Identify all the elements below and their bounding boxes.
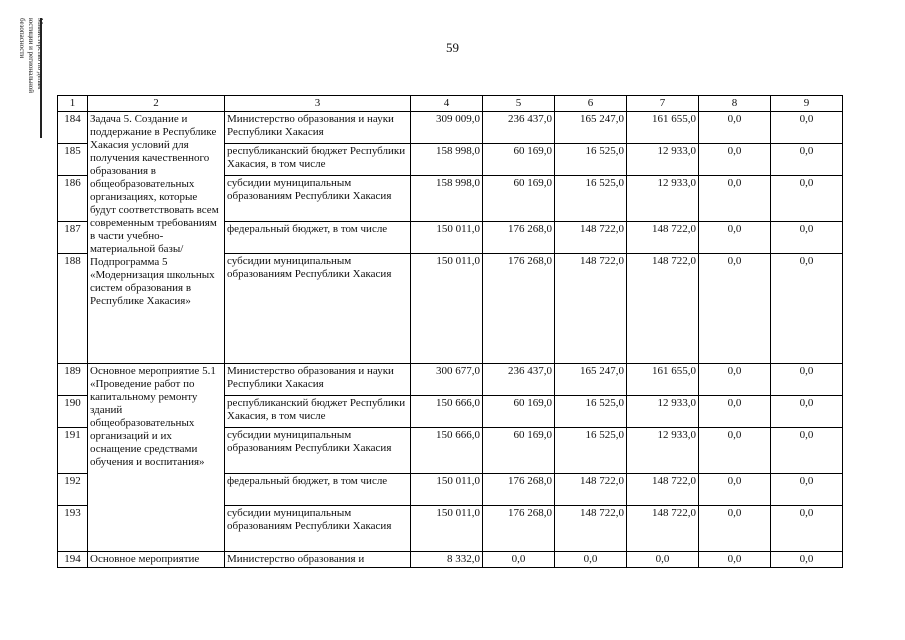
task-description: Основное мероприятие — [88, 552, 225, 568]
value-cell: 161 655,0 — [627, 112, 699, 144]
value-cell: 0,0 — [771, 176, 843, 222]
value-cell: 176 268,0 — [483, 254, 555, 364]
value-cell: 161 655,0 — [627, 364, 699, 396]
value-cell: 236 437,0 — [483, 112, 555, 144]
table-row — [58, 552, 843, 568]
funding-source: республиканский бюджет Республики Хакасия, в том числе — [225, 396, 411, 428]
value-cell: 60 169,0 — [483, 144, 555, 176]
funding-source: федеральный бюджет, в том числе — [225, 222, 411, 254]
value-cell: 12 933,0 — [627, 176, 699, 222]
header-cell: 1 — [58, 96, 88, 112]
header-cell: 4 — [411, 96, 483, 112]
registration-stamp — [6, 18, 44, 138]
value-cell: 0,0 — [699, 506, 771, 552]
row-number: 187 — [58, 222, 88, 254]
header-row — [58, 96, 843, 112]
value-cell: 165 247,0 — [555, 112, 627, 144]
header-cell: 2 — [88, 96, 225, 112]
value-cell: 0,0 — [699, 254, 771, 364]
value-cell: 0,0 — [699, 112, 771, 144]
value-cell: 0,0 — [771, 144, 843, 176]
funding-source: субсидии муниципальным образованиям Республики Хакасия — [225, 506, 411, 552]
stamp-line: юстиции и региональной — [27, 18, 35, 93]
value-cell: 0,0 — [699, 364, 771, 396]
row-number: 192 — [58, 474, 88, 506]
header-cell: 6 — [555, 96, 627, 112]
value-cell: 148 722,0 — [627, 254, 699, 364]
value-cell: 0,0 — [627, 552, 699, 568]
header-cell: 8 — [699, 96, 771, 112]
funding-source: субсидии муниципальным образованиям Республики Хакасия — [225, 254, 411, 364]
header-cell: 9 — [771, 96, 843, 112]
value-cell: 148 722,0 — [555, 254, 627, 364]
funding-source: субсидии муниципальным образованиям Республики Хакасия — [225, 176, 411, 222]
value-cell: 0,0 — [771, 506, 843, 552]
stamp-line: безопасности — [18, 18, 26, 59]
page-number: 59 — [446, 40, 459, 55]
value-cell: 148 722,0 — [627, 474, 699, 506]
value-cell: 0,0 — [699, 396, 771, 428]
value-cell: 148 722,0 — [627, 506, 699, 552]
value-cell: 148 722,0 — [627, 222, 699, 254]
value-cell: 0,0 — [771, 474, 843, 506]
value-cell: 0,0 — [771, 428, 843, 474]
value-cell: 148 722,0 — [555, 474, 627, 506]
value-cell: 148 722,0 — [555, 222, 627, 254]
value-cell: 12 933,0 — [627, 144, 699, 176]
task-description: Основное мероприятие 5.1 «Проведение работ по капитальному ремонту зданий общеобразовательных организаций и их оснащение средствами обучения и воспитания» — [88, 364, 225, 552]
value-cell: 12 933,0 — [627, 396, 699, 428]
funding-source: Министерство образования и — [225, 552, 411, 568]
funding-source: субсидии муниципальным образованиям Республики Хакасия — [225, 428, 411, 474]
value-cell: 158 998,0 — [411, 176, 483, 222]
row-number: 185 — [58, 144, 88, 176]
value-cell: 0,0 — [771, 112, 843, 144]
table-row — [58, 364, 843, 396]
value-cell: 150 011,0 — [411, 254, 483, 364]
value-cell: 176 268,0 — [483, 222, 555, 254]
funding-source: Министерство образования и науки Республики Хакасия — [225, 364, 411, 396]
value-cell: 0,0 — [699, 552, 771, 568]
value-cell: 0,0 — [555, 552, 627, 568]
value-cell: 0,0 — [771, 254, 843, 364]
value-cell: 236 437,0 — [483, 364, 555, 396]
row-number: 189 — [58, 364, 88, 396]
value-cell: 150 011,0 — [411, 474, 483, 506]
header-cell: 5 — [483, 96, 555, 112]
value-cell: 8 332,0 — [411, 552, 483, 568]
table-row — [58, 112, 843, 144]
value-cell: 60 169,0 — [483, 176, 555, 222]
value-cell: 0,0 — [699, 144, 771, 176]
value-cell: 176 268,0 — [483, 474, 555, 506]
header-cell: 7 — [627, 96, 699, 112]
value-cell: 0,0 — [771, 552, 843, 568]
value-cell: 16 525,0 — [555, 144, 627, 176]
value-cell: 309 009,0 — [411, 112, 483, 144]
value-cell: 0,0 — [771, 396, 843, 428]
stamp-line: Министерство по делам — [36, 18, 44, 90]
value-cell: 0,0 — [771, 364, 843, 396]
value-cell: 176 268,0 — [483, 506, 555, 552]
row-number: 184 — [58, 112, 88, 144]
value-cell: 16 525,0 — [555, 176, 627, 222]
value-cell: 0,0 — [699, 474, 771, 506]
value-cell: 0,0 — [699, 222, 771, 254]
row-number: 193 — [58, 506, 88, 552]
value-cell: 12 933,0 — [627, 428, 699, 474]
value-cell: 148 722,0 — [555, 506, 627, 552]
value-cell: 300 677,0 — [411, 364, 483, 396]
value-cell: 150 011,0 — [411, 506, 483, 552]
value-cell: 150 666,0 — [411, 396, 483, 428]
task-description: Задача 5. Создание и поддержание в Республике Хакасия условий для получения качественного образования в общеобразовательных организациях, которые будут соответствовать всем современным требованиям в части учебно-материальной базы/Подпрограмма 5 «Модернизация школьных систем образования в Республике Хакасия» — [88, 112, 225, 364]
value-cell: 0,0 — [699, 176, 771, 222]
value-cell: 60 169,0 — [483, 396, 555, 428]
row-number: 190 — [58, 396, 88, 428]
row-number: 191 — [58, 428, 88, 474]
value-cell: 60 169,0 — [483, 428, 555, 474]
row-number: 194 — [58, 552, 88, 568]
value-cell: 165 247,0 — [555, 364, 627, 396]
value-cell: 16 525,0 — [555, 396, 627, 428]
funding-source: Министерство образования и науки Республики Хакасия — [225, 112, 411, 144]
value-cell: 158 998,0 — [411, 144, 483, 176]
value-cell: 150 011,0 — [411, 222, 483, 254]
budget-table — [57, 95, 843, 568]
value-cell: 16 525,0 — [555, 428, 627, 474]
row-number: 186 — [58, 176, 88, 222]
funding-source: федеральный бюджет, в том числе — [225, 474, 411, 506]
funding-source: республиканский бюджет Республики Хакасия, в том числе — [225, 144, 411, 176]
value-cell: 0,0 — [771, 222, 843, 254]
row-number: 188 — [58, 254, 88, 364]
value-cell: 150 666,0 — [411, 428, 483, 474]
value-cell: 0,0 — [483, 552, 555, 568]
header-cell: 3 — [225, 96, 411, 112]
value-cell: 0,0 — [699, 428, 771, 474]
